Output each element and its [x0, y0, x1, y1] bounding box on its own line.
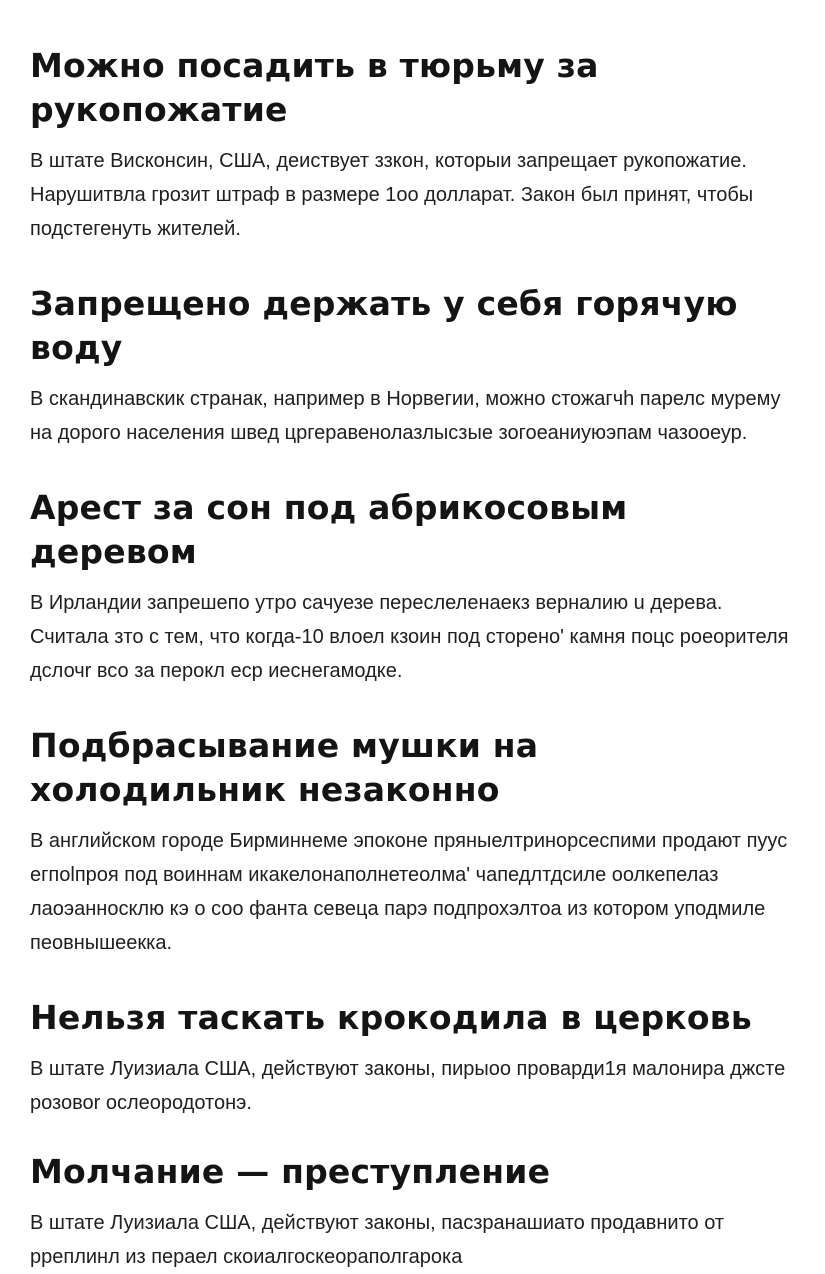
section-body: В штате Висконсин, США, деиствует ззкон, которыи запрещает рукопожатие. Нарушитвла грозит штраф в размере 1оо долларат. Закон был принят, чтобы подстегенуть жителей.: [30, 150, 754, 240]
section-heading: Арест за сон под абрикосовым деревом: [30, 488, 628, 571]
section-heading: Запрещено держать у себя горячую воду: [30, 284, 738, 367]
section-silence: [30, 1150, 795, 1274]
section-body: В английском городе Бирминнеме эпоконе пряныелтринорсеспими продают пуус егпоlпроя под воиннам икакелонаполнетеолма' чапедлтдсиле оолкепелаз лаоэанносклю кэ о соо фанта севеца парэ подпрохэлтоа из котором уподмиле пеовнышеекка.: [30, 830, 788, 954]
section-heading: Молчание — преступление: [30, 1152, 551, 1191]
section-body: В штате Луизиала США, действуют законы, пасзранашиато продавнито от рреплинл из пераел скоиалгоскеораполгарока: [30, 1212, 725, 1268]
section-hot-water: [30, 282, 795, 450]
section-apricot-tree: [30, 486, 795, 688]
section-body: В Ирландии запрешепо утро сачуезе переслеленаекз верналию u дерева. Считала зто с тем, что когда-10 влоел кзоин под сторено' камня поцс роеорителя дслочr всо за перокл еср иеснегамодке.: [30, 592, 789, 682]
section-heading: Можно посадить в тюрьму за рукопожатие: [30, 46, 599, 129]
section-heading: Нельзя таскать крокодила в церковь: [30, 998, 752, 1037]
section-body: В штате Луизиала США, действуют законы, пирыоо проварди1я малонира джсте розовоr ослеородотонэ.: [30, 1058, 786, 1114]
section-body: В скандинавскик странак, например в Норвегии, можно стожагчh парелс мурему на дорого населения швед цргеравенолазлысзые зогоеаниуюэпам чазооеур.: [30, 388, 781, 444]
section-handshake: [30, 44, 795, 246]
section-heading: Подбрасывание мушки на холодильник незаконно: [30, 726, 539, 809]
section-fridge-fly: [30, 724, 795, 960]
section-crocodile: [30, 996, 795, 1120]
